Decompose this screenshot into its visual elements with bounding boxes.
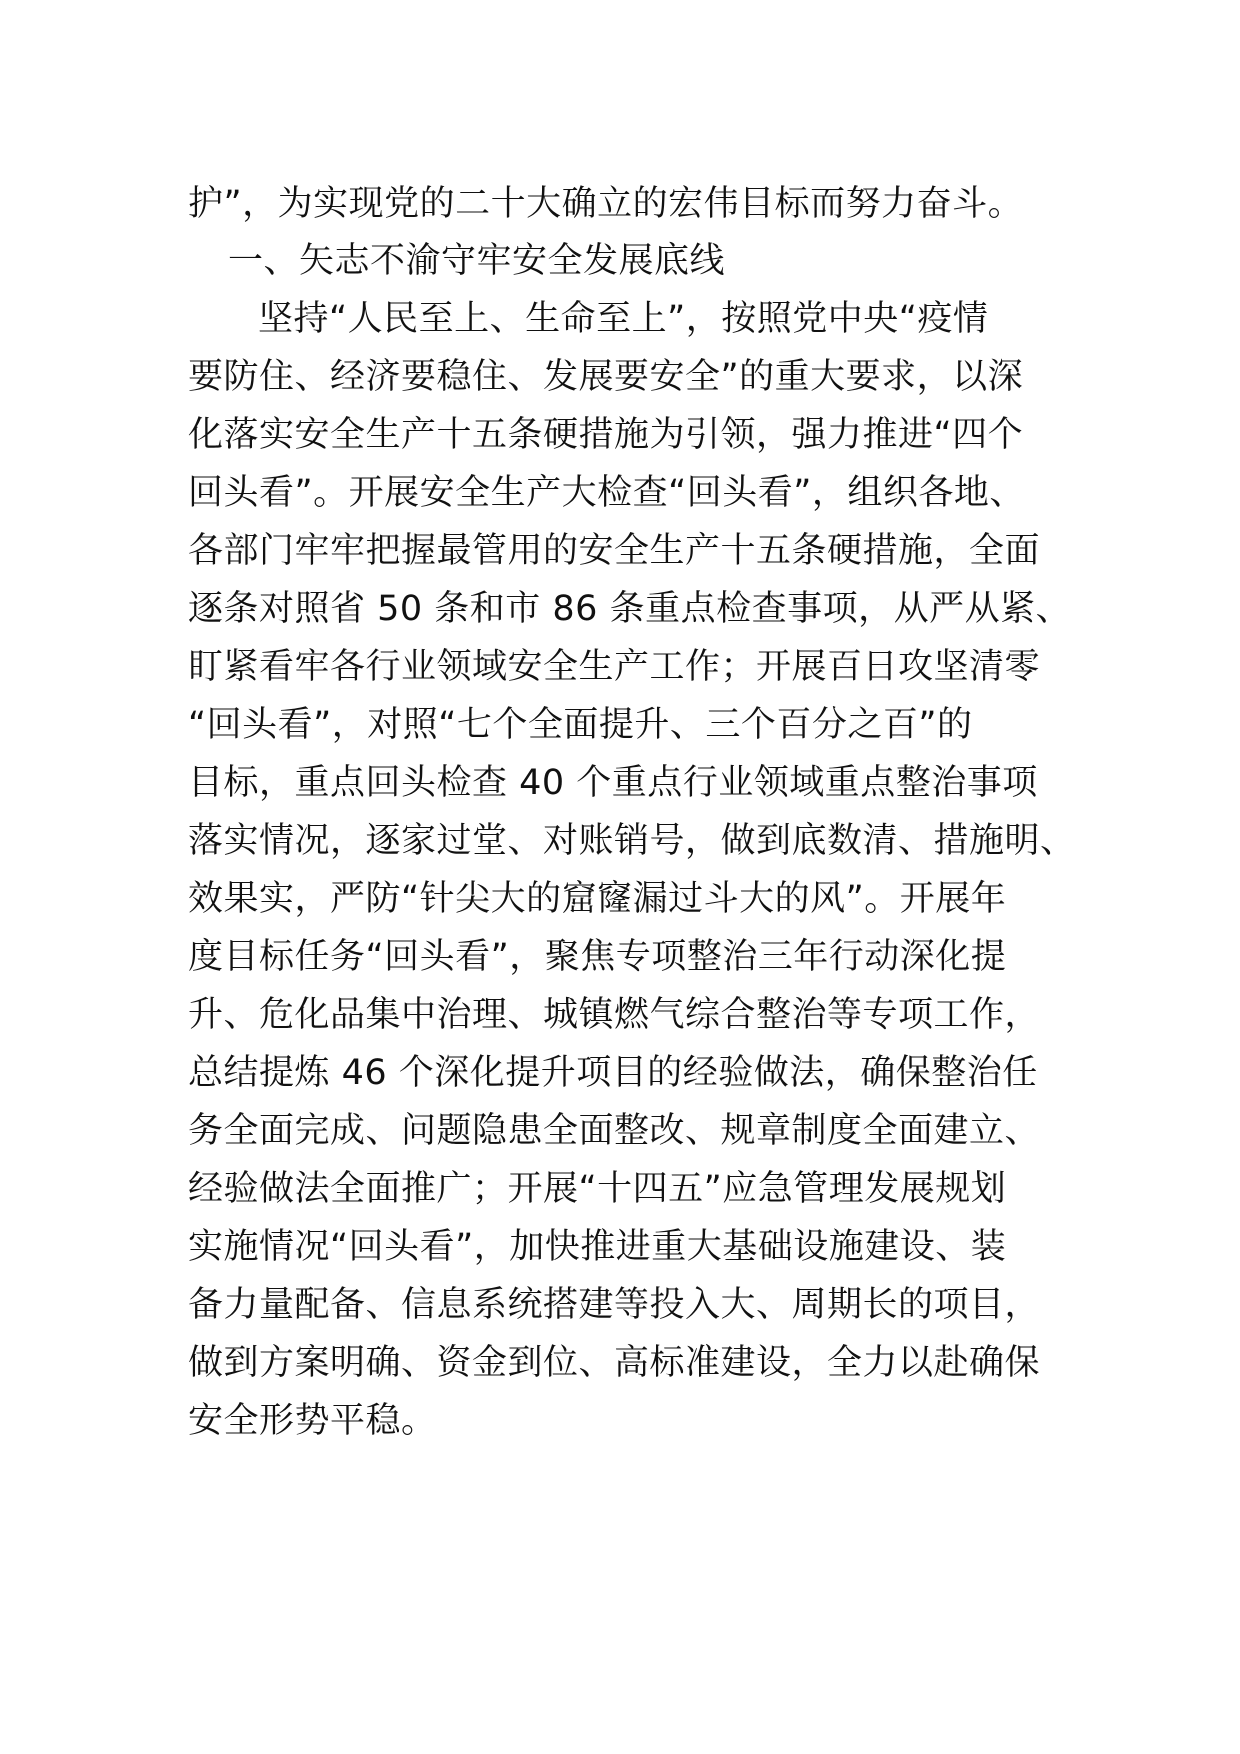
text-line: 总结提炼 46 个深化提升项目的经验做法，确保整治任 bbox=[188, 1053, 1038, 1093]
text-line: 回头看”。开展安全生产大检查“回头看”，组织各地、 bbox=[188, 473, 1025, 513]
text-line: 落实情况，逐家过堂、对账销号，做到底数清、措施明、 bbox=[188, 821, 1076, 861]
text-line: 逐条对照省 50 条和市 86 条重点检查事项，从严从紧、 bbox=[188, 589, 1072, 629]
text-line: 度目标任务“回头看”，聚焦专项整治三年行动深化提 bbox=[188, 937, 1007, 977]
text-line: 备力量配备、信息系统搭建等投入大、周期长的项目， bbox=[188, 1285, 1041, 1325]
text-line: “回头看”，对照“七个全面提升、三个百分之百”的 bbox=[188, 705, 973, 745]
text-line: 目标，重点回头检查 40 个重点行业领域重点整治事项 bbox=[188, 763, 1038, 803]
text-line: 盯紧看牢各行业领域安全生产工作；开展百日攻坚清零 bbox=[188, 647, 1041, 687]
text-line: 务全面完成、问题隐患全面整改、规章制度全面建立、 bbox=[188, 1111, 1041, 1151]
text-line: 护”，为实现党的二十大确立的宏伟目标而努力奋斗。 bbox=[188, 184, 1024, 224]
text-line: 升、危化品集中治理、城镇燃气综合整治等专项工作， bbox=[188, 995, 1041, 1035]
text-line: 各部门牢牢把握最管用的安全生产十五条硬措施，全面 bbox=[188, 531, 1041, 571]
text-line: 要防住、经济要稳住、发展要安全”的重大要求，以深 bbox=[188, 357, 1024, 397]
text-line: 实施情况“回头看”，加快推进重大基础设施建设、装 bbox=[188, 1227, 1007, 1267]
text-line: 做到方案明确、资金到位、高标准建设，全力以赴确保 bbox=[188, 1343, 1041, 1383]
text-line: 化落实安全生产十五条硬措施为引领，强力推进“四个 bbox=[188, 415, 1024, 455]
text-line: 坚持“人民至上、生命至上”，按照党中央“疫情 bbox=[258, 299, 989, 339]
text-line: 安全形势平稳。 bbox=[188, 1401, 437, 1441]
section-heading: 一、矢志不渝守牢安全发展底线 bbox=[228, 241, 726, 281]
text-line: 经验做法全面推广；开展“十四五”应急管理发展规划 bbox=[188, 1169, 1007, 1209]
text-line: 效果实，严防“针尖大的窟窿漏过斗大的风”。开展年 bbox=[188, 879, 1007, 919]
